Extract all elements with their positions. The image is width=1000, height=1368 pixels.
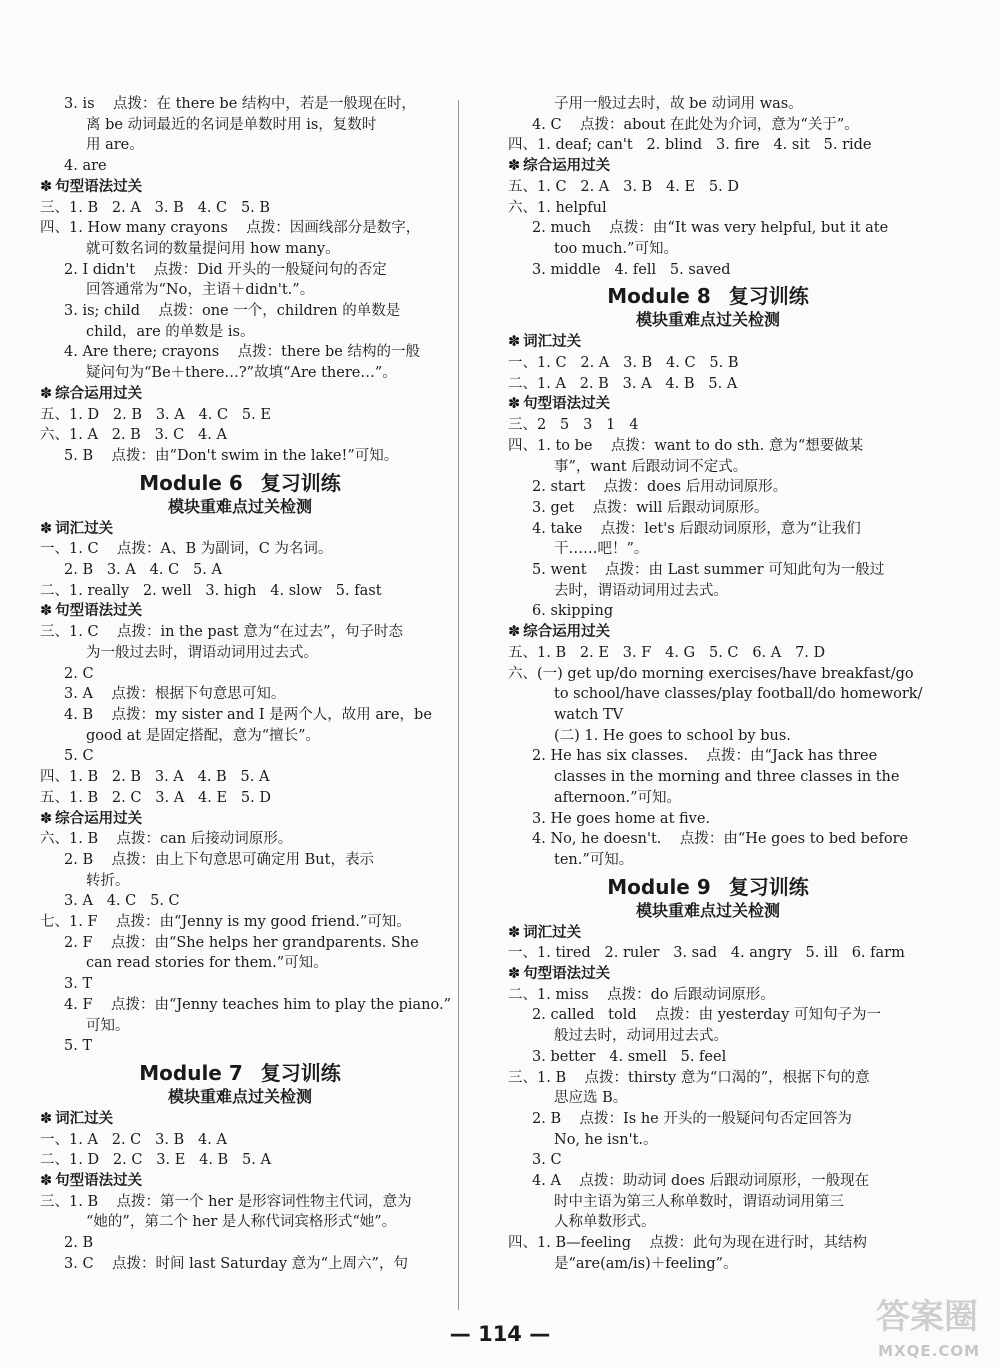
- paw-icon: ✽: [508, 158, 521, 175]
- answer-line: 2. B 3. A 4. C 5. A: [64, 562, 222, 579]
- paw-icon: ✽: [40, 603, 53, 620]
- answer-line: 四、1. How many crayons 点拨：因画线部分是数字，: [40, 220, 421, 237]
- answer-line: watch TV: [554, 706, 624, 723]
- answer-line: 4. C 点拨：about 在此处为介词，意为“关于”。: [532, 116, 859, 133]
- module-title: [40, 1060, 440, 1086]
- paw-icon: ✽: [40, 178, 53, 195]
- answer-line: 时中主语为第三人称单数时，谓语动词用第三: [554, 1193, 844, 1210]
- paw-icon: ✽: [508, 334, 521, 351]
- module-name: Module 7: [139, 1060, 243, 1085]
- answer-line: 5. went 点拨：由 Last summer 可知此句为一般过: [532, 562, 885, 579]
- watermark-chinese: 答案圈: [876, 1297, 978, 1337]
- module-name: Module 6: [139, 470, 243, 495]
- answer-line: 二、1. really 2. well 3. high 4. slow 5. fast: [40, 582, 382, 599]
- answer-line: 2. He has six classes. 点拨：由“Jack has three: [532, 748, 878, 765]
- answer-line: 3. get 点拨：will 后跟动词原形。: [532, 499, 769, 516]
- answer-line: 4. B 点拨：my sister and I 是两个人，故用 are，be: [64, 706, 432, 723]
- answer-line: 4. A 点拨：助动词 does 后跟动词原形，一般现在: [532, 1173, 870, 1190]
- section-heading: [508, 156, 908, 177]
- answer-line: 六、1. helpful: [508, 199, 607, 216]
- module-subtitle: 复习训练: [728, 284, 809, 309]
- paw-icon: ✽: [508, 396, 521, 413]
- answer-line: too much.”可知。: [554, 240, 678, 257]
- answer-line: 3. is; child 点拨：one 一个，children 的单数是: [64, 303, 401, 320]
- answer-line: 2. F 点拨：由“She helps her grandparents. She: [64, 934, 419, 951]
- section-heading-text: 句型语法过关: [55, 603, 143, 620]
- answer-line: 干……吧！”。: [554, 541, 649, 558]
- section-heading: [40, 384, 440, 405]
- section-heading-text: 词汇过关: [55, 520, 114, 537]
- left-column: [40, 94, 451, 1275]
- answer-line: 三、1. B 点拨：第一个 her 是形容词性物主代词，意为: [40, 1193, 412, 1210]
- answer-line: 三、1. B 2. A 3. B 4. C 5. B: [40, 199, 271, 216]
- section-heading: [508, 964, 908, 985]
- answer-line: 3. A 点拨：根据下句意思可知。: [64, 686, 286, 703]
- answer-line: 离 be 动词最近的名词是单数时用 is，复数时: [86, 116, 377, 133]
- section-heading-text: 句型语法过关: [523, 966, 611, 983]
- answer-line: afternoon.”可知。: [554, 789, 682, 806]
- answer-line: 六、1. B 点拨：can 后接动词原形。: [40, 831, 293, 848]
- module-subtitle: 复习训练: [260, 470, 341, 495]
- paw-icon: ✽: [508, 924, 521, 941]
- answer-line: classes in the morning and three classes in the: [554, 769, 900, 786]
- answer-line: 3. He goes home at five.: [532, 810, 711, 827]
- answer-line: 二、1. D 2. C 3. E 4. B 5. A: [40, 1152, 271, 1169]
- answer-line: 三、1. B 点拨：thirsty 意为“口渴的”，根据下句的意: [508, 1069, 870, 1086]
- answer-line: 三、1. C 点拨：in the past 意为“在过去”，句子时态: [40, 624, 404, 641]
- answer-line: No, he isn't.。: [554, 1131, 658, 1148]
- module-name: Module 8: [607, 284, 711, 309]
- answer-line: 用 are。: [86, 137, 144, 154]
- answer-line: 2. start 点拨：does 后用动词原形。: [532, 479, 788, 496]
- answer-line: 去时，谓语动词用过去式。: [554, 582, 728, 599]
- section-heading: [508, 394, 908, 415]
- module-section-title: 模块重难点过关检测: [167, 496, 312, 516]
- answer-line: 疑问句为“Be＋there…?”故填“Are there…”。: [86, 365, 397, 382]
- answer-line: ten.”可知。: [554, 851, 634, 868]
- answer-line: 4. take 点拨：let's 后跟动词原形，意为“让我们: [532, 520, 861, 537]
- section-heading: [40, 601, 440, 622]
- section-heading: [508, 332, 908, 353]
- answer-line: 可知。: [86, 1017, 130, 1034]
- answer-line: 一、1. C 点拨：A、B 为副词，C 为名词。: [40, 541, 333, 558]
- section-heading: [508, 923, 908, 944]
- answer-line: 四、1. B 2. B 3. A 4. B 5. A: [40, 769, 270, 786]
- answer-line: 5. B 点拨：由“Don't swim in the lake!”可知。: [64, 447, 399, 464]
- section-heading: [40, 1171, 440, 1192]
- module-title: [40, 470, 440, 496]
- answer-line: 5. C: [64, 748, 94, 765]
- answer-line: 人称单数形式。: [554, 1214, 656, 1231]
- paw-icon: ✽: [40, 520, 53, 537]
- answer-line: 五、1. D 2. B 3. A 4. C 5. E: [40, 406, 271, 423]
- section-heading-text: 词汇过关: [523, 924, 582, 941]
- answer-line: 3. better 4. smell 5. feel: [532, 1048, 727, 1065]
- answer-line: 子用一般过去时，故 be 动词用 was。: [554, 96, 803, 112]
- answer-line: 一、1. A 2. C 3. B 4. A: [40, 1131, 227, 1148]
- answer-line: 回答通常为“No，主语＋didn't.”。: [86, 282, 315, 299]
- answer-line: 3. C: [532, 1152, 562, 1169]
- answer-line: 四、1. to be 点拨：want to do sth. 意为“想要做某: [508, 437, 864, 454]
- answer-line: 3. is 点拨：在 there be 结构中，若是一般现在时，: [64, 96, 416, 112]
- answer-line: 2. B 点拨：由上下句意思可确定用 But，表示: [64, 851, 374, 868]
- answer-line: 三、2 5 3 1 4: [508, 417, 639, 434]
- answer-line: 3. A 4. C 5. C: [64, 893, 180, 910]
- answer-line: 4. No, he doesn't. 点拨：由“He goes to bed before: [532, 831, 909, 848]
- answer-line: 六、(一) get up/do morning exercises/have breakfast/go: [508, 665, 914, 682]
- answer-line: 四、1. deaf; can't 2. blind 3. fire 4. sit 5. ride: [508, 137, 872, 154]
- module-subtitle: 复习训练: [728, 874, 809, 899]
- answer-line: 是“are(am/is)＋feeling”。: [554, 1255, 738, 1272]
- section-heading-text: 综合运用过关: [523, 624, 611, 641]
- answer-line: 3. T: [64, 976, 93, 993]
- answer-line: 五、1. C 2. A 3. B 4. E 5. D: [508, 178, 739, 195]
- answer-line: “她的”，第二个 her 是人称代词宾格形式“她”。: [86, 1214, 397, 1231]
- section-heading-text: 综合运用过关: [55, 810, 143, 827]
- column-divider: [458, 100, 459, 1310]
- section-heading: [40, 809, 440, 830]
- answer-line: 2. B 点拨：Is he 开头的一般疑问句否定回答为: [532, 1110, 852, 1127]
- section-heading-text: 综合运用过关: [55, 385, 143, 402]
- answer-line: 一、1. tired 2. ruler 3. sad 4. angry 5. ill 6. farm: [508, 945, 905, 962]
- answer-line: 一、1. C 2. A 3. B 4. C 5. B: [508, 355, 739, 372]
- answer-line: 2. much 点拨：由“It was very helpful, but it ate: [532, 220, 889, 237]
- answer-line: 五、1. B 2. E 3. F 4. G 5. C 6. A 7. D: [508, 644, 826, 661]
- answer-line: 2. called told 点拨：由 yesterday 可知句子为一: [532, 1007, 881, 1024]
- answer-line: 为一般过去时，谓语动词用过去式。: [86, 644, 318, 661]
- module-name: Module 9: [607, 874, 711, 899]
- answer-line: 4. Are there; crayons 点拨：there be 结构的一般: [64, 344, 420, 361]
- answer-line: 3. C 点拨：时间 last Saturday 意为“上周六”，句: [64, 1255, 408, 1272]
- answer-line: to school/have classes/play football/do homework/: [554, 686, 923, 703]
- module-title: [508, 283, 908, 309]
- answer-line: 四、1. B—feeling 点拨：此句为现在进行时，其结构: [508, 1235, 867, 1252]
- answer-line: 2. I didn't 点拨：Did 开头的一般疑问句的否定: [64, 261, 387, 278]
- answer-line: 3. middle 4. fell 5. saved: [532, 261, 731, 278]
- answer-line: (二) 1. He goes to school by bus.: [554, 727, 791, 744]
- answer-line: 六、1. A 2. B 3. C 4. A: [40, 427, 227, 444]
- module-section-title: 模块重难点过关检测: [635, 310, 780, 330]
- paw-icon: ✽: [40, 810, 53, 827]
- paw-icon: ✽: [508, 966, 521, 983]
- section-heading-text: 词汇过关: [523, 334, 582, 351]
- paw-icon: ✽: [508, 624, 521, 641]
- answer-line: 转折。: [86, 872, 130, 889]
- section-heading: [508, 622, 908, 643]
- section-heading: [40, 177, 440, 198]
- answer-line: 般过去时，动词用过去式。: [554, 1028, 728, 1045]
- section-heading-text: 句型语法过关: [523, 396, 611, 413]
- answer-line: good at 是固定搭配，意为“擅长”。: [86, 727, 321, 744]
- answer-line: 4. are: [64, 158, 107, 175]
- answer-line: 6. skipping: [532, 603, 614, 620]
- watermark-logo: [806, 1260, 986, 1360]
- module-subtitle: 复习训练: [260, 1060, 341, 1085]
- answer-line: 二、1. miss 点拨：do 后跟动词原形。: [508, 986, 775, 1003]
- section-heading: [40, 1109, 440, 1130]
- answer-line: 5. T: [64, 1038, 93, 1055]
- answer-line: child，are 的单数是 is。: [86, 323, 255, 340]
- section-heading-text: 词汇过关: [55, 1110, 114, 1127]
- answer-line: 2. C: [64, 665, 94, 682]
- answer-line: 事”，want 后跟动词不定式。: [554, 458, 748, 475]
- answer-line: 二、1. A 2. B 3. A 4. B 5. A: [508, 375, 738, 392]
- watermark-url: MXQE.COM: [878, 1342, 980, 1360]
- answer-line: 七、1. F 点拨：由“Jenny is my good friend.”可知。: [40, 914, 411, 931]
- right-column: [508, 94, 923, 1275]
- section-heading-text: 综合运用过关: [523, 158, 611, 175]
- answer-line: 2. B: [64, 1235, 94, 1252]
- answer-line: 就可数名词的数量提问用 how many。: [86, 240, 340, 257]
- module-title: [508, 874, 908, 900]
- paw-icon: ✽: [40, 1173, 53, 1190]
- paw-icon: ✽: [40, 385, 53, 402]
- module-section-title: 模块重难点过关检测: [167, 1086, 312, 1106]
- section-heading-text: 句型语法过关: [55, 178, 143, 195]
- page-number: — 114 —: [449, 1322, 551, 1346]
- answer-line: can read stories for them.”可知。: [86, 955, 328, 972]
- paw-icon: ✽: [40, 1110, 53, 1127]
- answer-line: 4. F 点拨：由“Jenny teaches him to play the piano.”: [64, 996, 451, 1013]
- section-heading-text: 句型语法过关: [55, 1173, 143, 1190]
- module-section-title: 模块重难点过关检测: [635, 900, 780, 920]
- answer-line: 思应选 B。: [554, 1090, 628, 1107]
- answer-line: 五、1. B 2. C 3. A 4. E 5. D: [40, 789, 271, 806]
- section-heading: [40, 519, 440, 540]
